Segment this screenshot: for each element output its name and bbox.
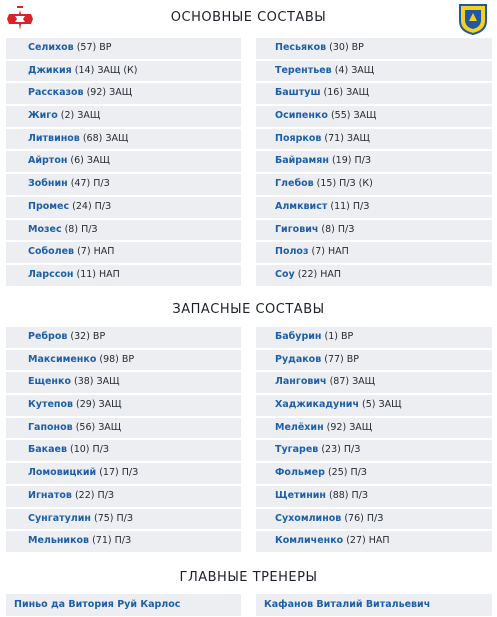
starting-lineups-table — [6, 38, 492, 288]
player-number-position: (22) НАП — [294, 268, 342, 280]
home-coach-name[interactable]: Пиньо да Витория Руй Карлос — [14, 599, 181, 610]
lineups-header — [0, 0, 497, 38]
player-number-position: (77) ВР — [321, 353, 360, 365]
away-coach-cell — [256, 594, 492, 616]
lineup-row — [6, 83, 492, 106]
home-player-cell — [6, 151, 241, 172]
player-name-link[interactable]: Игнатов — [28, 489, 72, 501]
lineup-row — [6, 174, 492, 197]
lineup-row — [6, 440, 492, 463]
home-player-cell — [6, 197, 241, 218]
lineup-row — [6, 486, 492, 509]
player-number-position: (30) ВР — [326, 42, 364, 53]
player-number-position: (76) П/З — [341, 512, 384, 524]
lineup-row — [6, 509, 492, 532]
player-name-link[interactable]: Тугарев — [275, 444, 319, 456]
starting-lineups-heading: ОСНОВНЫЕ СОСТАВЫ — [170, 10, 327, 25]
player-name-link[interactable]: Гигович — [275, 223, 319, 235]
player-name-link[interactable]: Айртон — [28, 155, 68, 167]
player-number-position: (88) П/З — [325, 489, 368, 501]
player-name-link[interactable]: Ларссон — [28, 268, 74, 280]
player-name-link[interactable]: Литвинов — [28, 132, 80, 144]
player-number-position: (14) ЗАЩ (К) — [71, 64, 138, 76]
player-number-position: (32) ВР — [67, 331, 106, 342]
player-number-position: (16) ЗАЩ — [320, 87, 370, 99]
player-number-position: (11) П/З — [327, 200, 370, 212]
home-player-cell — [6, 486, 241, 507]
home-player-cell — [6, 509, 241, 530]
player-name-link[interactable]: Джикия — [28, 64, 72, 76]
player-name-link[interactable]: Поярков — [275, 132, 322, 144]
player-name-link[interactable]: Мельников — [28, 535, 90, 547]
away-player-cell — [256, 463, 492, 484]
player-number-position: (2) ЗАЩ — [57, 110, 101, 122]
away-player-cell — [256, 440, 492, 461]
subs-heading: ЗАПАСНЫЕ СОСТАВЫ — [172, 302, 325, 317]
coaches-table — [6, 594, 492, 616]
player-number-position: (29) ЗАЩ — [73, 399, 122, 411]
away-player-cell — [256, 83, 492, 104]
lineup-row — [6, 327, 492, 350]
player-name-link[interactable]: Мелёхин — [275, 421, 324, 433]
away-player-cell — [256, 61, 492, 82]
lineup-row — [6, 38, 492, 61]
home-player-cell — [6, 327, 241, 348]
home-player-cell — [6, 395, 241, 416]
lineup-row — [6, 129, 492, 152]
home-player-cell — [6, 242, 241, 263]
player-name-link[interactable]: Гапонов — [28, 421, 73, 433]
away-player-cell — [256, 242, 492, 263]
player-number-position: (56) ЗАЩ — [72, 421, 122, 433]
away-player-cell — [256, 531, 492, 552]
player-number-position: (11) НАП — [73, 268, 120, 280]
lineup-row — [6, 106, 492, 129]
player-number-position: (10) П/З — [66, 444, 109, 456]
player-name-link[interactable]: Щетинин — [275, 489, 326, 501]
away-player-cell — [256, 350, 492, 371]
player-number-position: (24) П/З — [69, 200, 112, 212]
home-player-cell — [6, 440, 241, 461]
player-name-link[interactable]: Глебов — [275, 178, 314, 190]
away-player-cell — [256, 106, 492, 127]
player-name-link[interactable]: Фольмер — [275, 467, 325, 479]
player-name-link[interactable]: Терентьев — [275, 64, 332, 76]
lineup-row — [6, 151, 492, 174]
player-number-position: (25) П/З — [324, 467, 367, 479]
home-player-cell — [6, 265, 241, 286]
player-name-link[interactable]: Байрамян — [275, 155, 329, 167]
home-coach-cell — [6, 594, 241, 616]
home-player-cell — [6, 38, 241, 59]
player-name-link[interactable]: Комличенко — [275, 535, 344, 547]
player-number-position: (38) ЗАЩ — [70, 376, 120, 388]
player-name-link[interactable]: Максименко — [28, 353, 97, 365]
lineup-row — [6, 350, 492, 373]
player-name-link[interactable]: Ещенко — [28, 376, 71, 388]
player-name-link[interactable]: Сунгатулин — [28, 512, 91, 524]
home-player-cell — [6, 129, 241, 150]
home-player-cell — [6, 372, 241, 393]
player-number-position: (7) НАП — [308, 246, 349, 258]
away-player-cell — [256, 395, 492, 416]
player-name-link[interactable]: Зобнин — [28, 178, 68, 190]
player-number-position: (19) П/З — [328, 155, 371, 167]
player-number-position: (71) ЗАЩ — [321, 132, 370, 144]
away-player-cell — [256, 151, 492, 172]
home-player-cell — [6, 350, 241, 371]
player-name-link[interactable]: Ломовицкий — [28, 467, 97, 479]
player-name-link[interactable]: Соу — [275, 268, 295, 280]
away-player-cell — [256, 265, 492, 286]
player-name-link[interactable]: Осипенко — [275, 110, 328, 122]
player-name-link[interactable]: Сухомлинов — [275, 512, 342, 524]
away-player-cell — [256, 174, 492, 195]
player-name-link[interactable]: Промес — [28, 200, 70, 212]
player-name-link[interactable]: Мозес — [28, 223, 62, 235]
player-number-position: (8) П/З — [318, 223, 355, 235]
home-player-cell — [6, 83, 241, 104]
player-name-link[interactable]: Бабурин — [275, 331, 322, 342]
player-name-link[interactable]: Кутепов — [28, 399, 74, 411]
player-number-position: (47) П/З — [67, 178, 110, 190]
player-number-position: (75) П/З — [90, 512, 133, 524]
home-player-cell — [6, 106, 241, 127]
player-name-link[interactable]: Баштуш — [275, 87, 321, 99]
player-number-position: (22) П/З — [71, 489, 114, 501]
player-number-position: (1) ВР — [321, 331, 354, 342]
player-number-position: (27) НАП — [343, 535, 390, 547]
player-number-position: (4) ЗАЩ — [331, 64, 375, 76]
player-number-position: (8) П/З — [61, 223, 98, 235]
player-number-position: (87) ЗАЩ — [326, 376, 376, 388]
home-player-cell — [6, 61, 241, 82]
player-name-link[interactable]: Полоз — [275, 246, 309, 258]
home-player-cell — [6, 174, 241, 195]
player-name-link[interactable]: Хаджикадунич — [275, 399, 359, 411]
player-number-position: (68) ЗАЩ — [79, 132, 129, 144]
player-number-position: (98) ВР — [96, 353, 135, 365]
lineup-row — [6, 463, 492, 486]
player-name-link[interactable]: Ребров — [28, 331, 68, 342]
player-number-position: (57) ВР — [73, 42, 112, 53]
player-number-position: (92) ЗАЩ — [83, 87, 133, 99]
away-player-cell — [256, 327, 492, 348]
player-name-link[interactable]: Бакаев — [28, 444, 67, 456]
home-player-cell — [6, 418, 241, 439]
player-number-position: (71) П/З — [89, 535, 132, 547]
lineup-row — [6, 220, 492, 243]
lineup-row — [6, 531, 492, 554]
away-player-cell — [256, 129, 492, 150]
coaches-heading: ГЛАВНЫЕ ТРЕНЕРЫ — [179, 570, 318, 585]
player-name-link[interactable]: Соболев — [28, 246, 75, 258]
player-number-position: (17) П/З — [96, 467, 139, 479]
lineup-row — [6, 265, 492, 288]
away-player-cell — [256, 418, 492, 439]
lineup-row — [6, 395, 492, 418]
player-number-position: (15) П/З (К) — [313, 178, 373, 190]
player-number-position: (92) ЗАЩ — [323, 421, 373, 433]
player-name-link[interactable]: Рассказов — [28, 87, 84, 99]
lineup-row — [6, 61, 492, 84]
home-player-cell — [6, 220, 241, 241]
away-player-cell — [256, 486, 492, 507]
lineup-row — [6, 418, 492, 441]
player-name-link[interactable]: Песьяков — [275, 42, 327, 53]
player-name-link[interactable]: Лангович — [275, 376, 327, 388]
away-player-cell — [256, 38, 492, 59]
away-player-cell — [256, 509, 492, 530]
player-number-position: (6) ЗАЩ — [67, 155, 110, 167]
lineup-row — [6, 197, 492, 220]
player-number-position: (55) ЗАЩ — [327, 110, 377, 122]
substitutes-table — [6, 327, 492, 554]
away-player-cell — [256, 372, 492, 393]
home-player-cell — [6, 531, 241, 552]
away-coach-name[interactable]: Кафанов Виталий Витальевич — [264, 599, 431, 610]
lineup-row — [6, 242, 492, 265]
away-player-cell — [256, 220, 492, 241]
home-player-cell — [6, 463, 241, 484]
player-name-link[interactable]: Жиго — [28, 110, 58, 122]
player-name-link[interactable]: Алмквист — [275, 200, 328, 212]
player-name-link[interactable]: Рудаков — [275, 353, 322, 365]
away-player-cell — [256, 197, 492, 218]
player-name-link[interactable]: Селихов — [28, 42, 74, 53]
player-number-position: (7) НАП — [74, 246, 115, 258]
lineup-row — [6, 372, 492, 395]
player-number-position: (23) П/З — [318, 444, 361, 456]
player-number-position: (5) ЗАЩ — [358, 399, 402, 411]
rostov-logo — [458, 3, 488, 35]
